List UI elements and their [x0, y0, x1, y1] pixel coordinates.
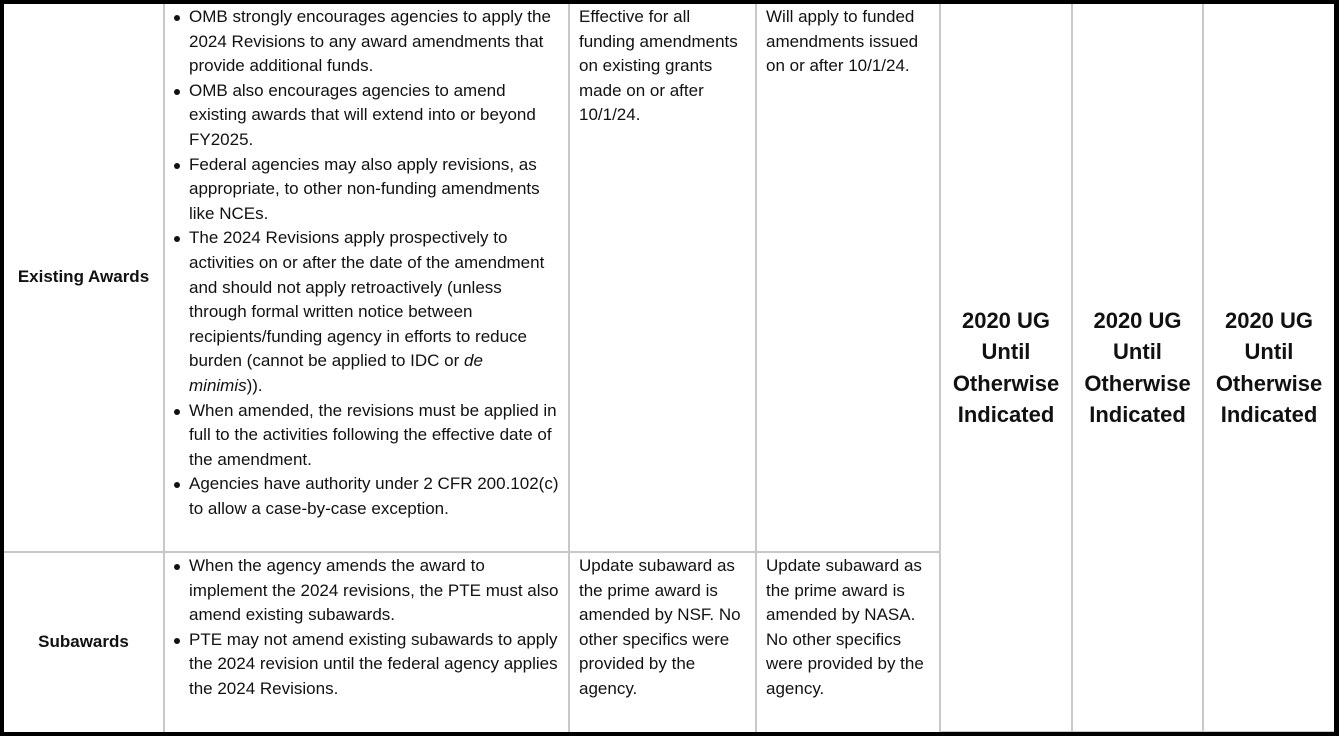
guidance-bullet: PTE may not amend existing subawards to apply the 2024 revision until the federal agency applies the 2024 Revisions. — [189, 628, 560, 702]
guidance-bullet: When the agency amends the award to implement the 2024 revisions, the PTE must also amend existing subawards. — [189, 554, 560, 628]
status-line: 2020 UG — [1093, 307, 1182, 333]
status-line: Otherwise — [1084, 370, 1191, 396]
status-cell — [940, 4, 1072, 732]
guidance-bullet-list — [165, 553, 568, 702]
bullet-italic-text: de minimis — [189, 351, 483, 395]
guidance-bullet: OMB also encourages agencies to amend existing awards that will extend into or beyond FY2025. — [189, 79, 560, 153]
status-cell — [1203, 4, 1334, 732]
category-label: Existing Awards — [17, 267, 150, 287]
table-row-existing-awards — [4, 4, 1334, 552]
category-cell — [4, 552, 164, 732]
status-line: Otherwise — [1215, 370, 1323, 396]
bullet-text: )). — [246, 375, 263, 395]
guidance-bullet-list — [165, 4, 568, 521]
status-line: Indicated — [957, 401, 1055, 427]
nasa-cell: Update subaward as the prime award is amended by NASA. No other specifics were provided by the agency. — [756, 552, 940, 732]
status-cell — [1072, 4, 1203, 732]
status-line: 2020 UG — [961, 307, 1051, 333]
guidance-bullet: OMB strongly encourages agencies to apply the 2024 Revisions to any award amendments that provide additional funds. — [189, 5, 560, 79]
status-line: Indicated — [1220, 401, 1318, 427]
guidance-bullet — [189, 226, 560, 398]
guidance-bullet: When amended, the revisions must be applied in full to the activities following the effective date of the amendment. — [189, 399, 560, 473]
category-cell — [4, 4, 164, 552]
guidance-bullet: Federal agencies may also apply revisions, as appropriate, to other non-funding amendments like NCEs. — [189, 153, 560, 227]
status-line: Until — [981, 339, 1031, 365]
status-line: Indicated — [1089, 401, 1186, 427]
omb-guidance-cell — [164, 4, 569, 552]
guidance-bullet: Agencies have authority under 2 CFR 200.102(c) to allow a case-by-case exception. — [189, 472, 560, 521]
bullet-text: The 2024 Revisions apply prospectively to activities on or after the date of the amendment and should not apply retroactively (unless through formal written notice between recipients/funding agency in efforts to reduce burden (cannot be applied to IDC or — [189, 228, 545, 371]
nasa-cell: Will apply to funded amendments issued on or after 10/1/24. — [756, 4, 940, 552]
omb-guidance-cell — [164, 552, 569, 732]
status-line: Until — [1244, 339, 1294, 365]
nsf-cell: Effective for all funding amendments on existing grants made on or after 10/1/24. — [569, 4, 756, 552]
guidance-table — [4, 4, 1334, 732]
status-line: Otherwise — [952, 370, 1060, 396]
status-line: 2020 UG — [1224, 307, 1314, 333]
document-frame — [4, 4, 1334, 732]
category-label: Subawards — [38, 632, 129, 652]
nsf-cell: Update subaward as the prime award is amended by NSF. No other specifics were provided by the agency. — [569, 552, 756, 732]
status-line: Until — [1113, 339, 1162, 365]
